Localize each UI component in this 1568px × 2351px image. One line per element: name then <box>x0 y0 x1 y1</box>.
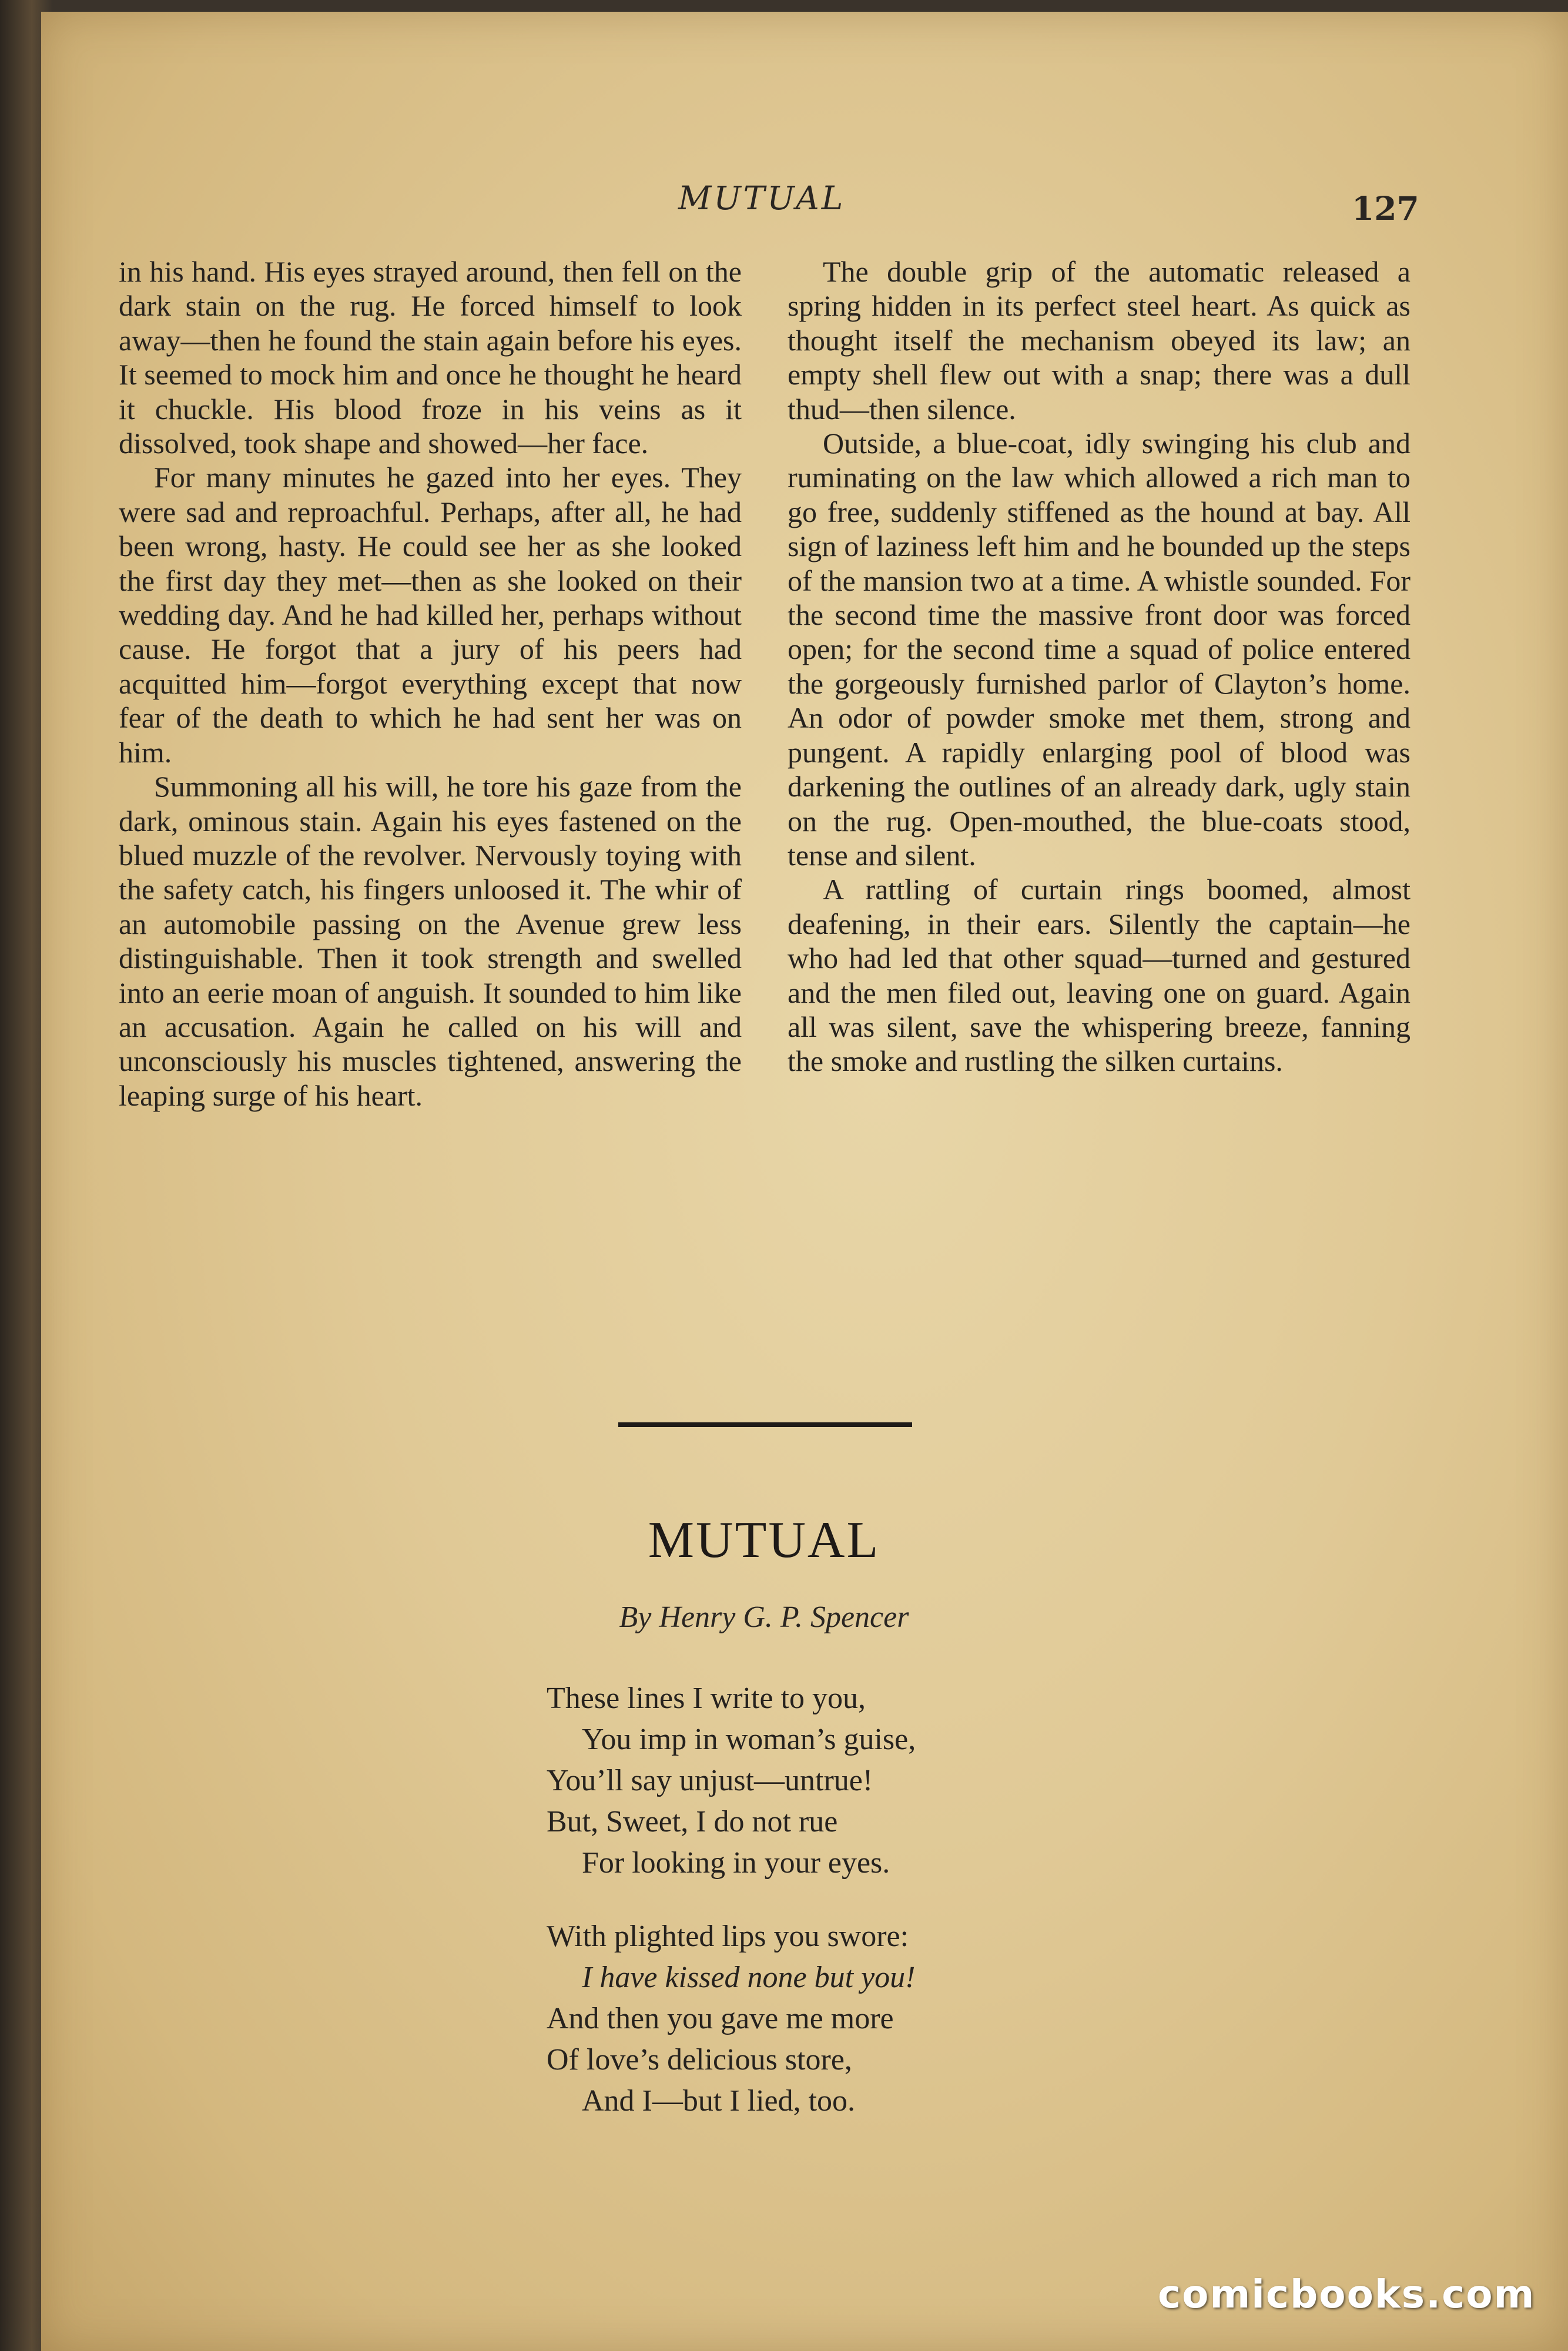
poem-line: For looking in your eyes. <box>582 1846 890 1880</box>
story-paragraph: The double grip of the automatic released a spring hidden in its perfect steel heart. As quick as thought itself the mechanism obeyed its law; an empty shell flew out with a snap; there was a dull thud—then silence. <box>788 255 1410 426</box>
section-divider <box>618 1422 912 1427</box>
story-column-left <box>119 254 742 1113</box>
story-paragraph: Outside, a blue-coat, idly swinging his club and ruminating on the law which allowed a rich man to go free, suddenly stiffened as the hound at bay. All sign of laziness left him and he bounded up the steps of the mansion two at a time. A whistle sounded. For the second time the massive front door was forced open; for the second time a squad of police entered the gorgeously furnished parlor of Clayton’s home. An odor of powder smoke met them, strong and pungent. A rapidly enlarging pool of blood was darkening the outlines of an already dark, ugly stain on the rug. Open-mouthed, the blue-coats stood, tense and silent. <box>788 427 1410 872</box>
story-paragraph: A rattling of curtain rings boomed, almost deafening, in their ears. Silently the captain—he who had led that other squad—turned and gestured and the men filed out, leaving one on guard. Again all was silent, save the whispering breeze, fanning the smoke and rustling the silken curtains. <box>788 873 1410 1078</box>
poem-byline: By Henry G. P. Spencer <box>619 1600 909 1634</box>
story-paragraph: For many minutes he gazed into her eyes. They were sad and reproachful. Perhaps, after all, he had been wrong, hasty. He could see her as she looked the first day they met—then as she looked on their wedding day. And he had killed her, perhaps without cause. He forgot that a jury of his peers had acquitted him—forgot everything except that now fear of the death to which he had sent her was on him. <box>119 461 742 769</box>
poem-line: And then you gave me more <box>547 2002 894 2035</box>
poem-line: You’ll say unjust—untrue! <box>547 1764 873 1797</box>
story-paragraph: Summoning all his will, he tore his gaze from the dark, ominous stain. Again his eyes fastened on the blued muzzle of the revolver. Nervously toying with the safety catch, his fingers unloosed it. The whir of an automobile passing on the Avenue grew less distinguishable. Then it took strength and swelled into an eerie moan of anguish. It sounded to him like an accusation. Again he called on his will and unconsciously his muscles tightened, answering the leaping surge of his heart. <box>119 770 742 1112</box>
poem-line: You imp in woman’s guise, <box>582 1723 916 1756</box>
poem-line: I have kissed none but you! <box>582 1961 916 1994</box>
poem-stanza-2 <box>547 1916 915 2122</box>
story-column-right <box>788 254 1410 1079</box>
running-title: MUTUAL <box>678 179 846 217</box>
poem-line: And I—but I lied, too. <box>582 2084 856 2118</box>
poem-line: These lines I write to you, <box>547 1682 866 1715</box>
poem-line: Of love’s delicious store, <box>547 2043 852 2077</box>
poem-stanza-1 <box>547 1678 916 1884</box>
poem-line: With plighted lips you swore: <box>547 1920 909 1953</box>
page-number: 127 <box>1352 189 1419 227</box>
site-watermark: comicbooks.com <box>1158 2272 1536 2317</box>
poem-line: But, Sweet, I do not rue <box>547 1805 838 1838</box>
story-paragraph: in his hand. His eyes strayed around, then fell on the dark stain on the rug. He forced himself to look away—then he found the stain again before his eyes. It seemed to mock him and once he thought he heard it chuckle. His blood froze in his veins as it dissolved, took shape and showed—her face. <box>119 255 742 460</box>
poem-title: MUTUAL <box>648 1512 880 1569</box>
